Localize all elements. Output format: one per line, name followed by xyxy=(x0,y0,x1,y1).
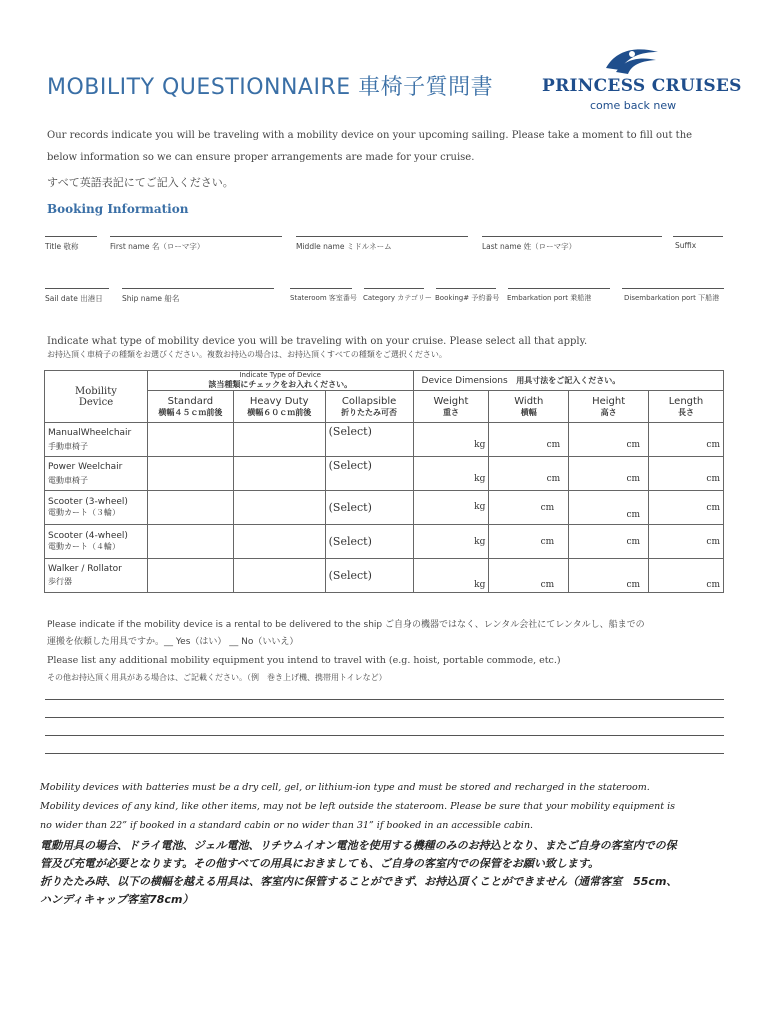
booking-number-field[interactable] xyxy=(436,288,496,289)
first-name-label: First name 名（ローマ字） xyxy=(110,242,205,251)
equipment-line-3[interactable] xyxy=(45,735,724,736)
battery-note-jp: 電動用具の場合、ドライ電池、ジェル電池、リチウムイオン電池を使用する機種のみのお持込となり、またご自身の客室内での保 xyxy=(40,839,677,852)
table-row xyxy=(45,491,724,525)
length-field[interactable]: cm xyxy=(649,423,724,457)
weight-field[interactable]: kg xyxy=(413,525,489,559)
booking-heading: Booking Information xyxy=(47,202,189,216)
width-note: no wider than 22” if booked in a standard cabin or no wider than 31” if booked in an accessible cabin. xyxy=(40,820,534,831)
storage-note: Mobility devices of any kind, like other items, may not be left outside the stateroom. Please be sure that your mobility equipment is xyxy=(40,801,676,812)
weight-field[interactable]: kg xyxy=(413,491,489,525)
intro-line-2: below information so we can ensure proper arrangements are made for your cruise. xyxy=(47,152,475,163)
heavy-duty-checkbox[interactable] xyxy=(233,423,325,457)
weight-header: Weight 重さ xyxy=(413,391,489,423)
storage-note-jp: 管及び充電が必要となります。その他すべての用具におきましても、ご自身の客室内での保管をお願い致します。 xyxy=(40,857,600,870)
disembarkation-port-label: Disembarkation port 下船港 xyxy=(624,294,720,302)
standard-checkbox[interactable] xyxy=(147,491,233,525)
battery-note: Mobility devices with batteries must be a dry cell, gel, or lithium-ion type and must be stored and recharged in the stateroom. xyxy=(40,782,650,793)
princess-logo xyxy=(540,44,742,116)
heavy-duty-checkbox[interactable] xyxy=(233,491,325,525)
width-field[interactable]: cm xyxy=(489,559,569,593)
collapsible-select[interactable]: (Select) xyxy=(325,525,413,559)
rental-line-2: 運搬を依頼した用具ですか。__ Yes（はい） __ No（いいえ） xyxy=(47,637,299,647)
intro-line-1: Our records indicate you will be traveling with a mobility device on your upcoming sailing. Please take a moment to fill out the xyxy=(47,130,693,141)
mobility-device-header: Mobility Device xyxy=(45,371,148,423)
collapsible-select[interactable]: (Select) xyxy=(325,457,413,491)
title-field[interactable] xyxy=(45,236,97,237)
stateroom-label: Stateroom 客室番号 xyxy=(290,294,357,302)
height-field[interactable]: cm xyxy=(569,525,649,559)
equipment-line-2[interactable] xyxy=(45,717,724,718)
equipment-line-1[interactable] xyxy=(45,699,724,700)
heavy-duty-checkbox[interactable] xyxy=(233,525,325,559)
heavy-duty-checkbox[interactable] xyxy=(233,457,325,491)
width-field[interactable]: cm xyxy=(489,423,569,457)
ship-name-label: Ship name 船名 xyxy=(122,294,180,303)
weight-field[interactable]: kg xyxy=(413,423,489,457)
table-row xyxy=(45,423,724,457)
device-intro-jp: お持込頂く車椅子の種類をお選びください。複数お持込の場合は、お持込頂くすべての種類をご選択ください。 xyxy=(47,350,447,359)
category-label: Category カテゴリー xyxy=(363,294,432,302)
width-header: Width 横幅 xyxy=(489,391,569,423)
standard-checkbox[interactable] xyxy=(147,525,233,559)
device-name: Walker / Rollator 歩行器 xyxy=(45,559,148,593)
embarkation-port-label: Embarkation port 乗船港 xyxy=(507,294,592,302)
height-field[interactable]: cm xyxy=(569,559,649,593)
device-name: Scooter (3-wheel) 電動カート（３輪） xyxy=(45,491,148,525)
collapsible-select[interactable]: (Select) xyxy=(325,559,413,593)
height-field[interactable]: cm xyxy=(569,423,649,457)
title-label: Title 敬称 xyxy=(45,242,79,251)
suffix-field[interactable] xyxy=(673,236,723,237)
standard-checkbox[interactable] xyxy=(147,457,233,491)
indicate-type-header: Indicate Type of Device 該当種類にチェックをお入れください。 xyxy=(147,371,413,391)
equipment-line-4[interactable] xyxy=(45,753,724,754)
ship-name-field[interactable] xyxy=(122,288,274,289)
table-row xyxy=(45,559,724,593)
device-table xyxy=(44,370,724,593)
device-name: Power Weelchair 電動車椅子 xyxy=(45,457,148,491)
standard-checkbox[interactable] xyxy=(147,423,233,457)
width-note-jp: 折りたたみ時、以下の横幅を越える用具は、客室内に保管することができず、お持込頂くことができません（通常客室 55cm、 xyxy=(40,875,678,888)
collapsible-select[interactable]: (Select) xyxy=(325,423,413,457)
middle-name-field[interactable] xyxy=(296,236,468,237)
heavy-duty-checkbox[interactable] xyxy=(233,559,325,593)
logo-name: PRINCESS CRUISES xyxy=(542,76,742,96)
device-name: Scooter (4-wheel) 電動カート（４輪） xyxy=(45,525,148,559)
device-name: ManualWheelchair 手動車椅子 xyxy=(45,423,148,457)
middle-name-label: Middle name ミドルネーム xyxy=(296,242,392,251)
sail-date-label: Sail date 出港日 xyxy=(45,294,103,303)
embarkation-port-field[interactable] xyxy=(508,288,610,289)
heavy-duty-header: Heavy Duty 横幅６０ｃｍ前後 xyxy=(233,391,325,423)
length-field[interactable]: cm xyxy=(649,491,724,525)
rental-line-1: Please indicate if the mobility device is a rental to be delivered to the ship ご自身の機器ではなく、レンタル会社にてレンタルし、船までの xyxy=(47,620,645,630)
logo-tagline: come back new xyxy=(590,99,677,112)
sail-date-field[interactable] xyxy=(45,288,109,289)
width-note-jp-2: ハンディキャップ客室78cm） xyxy=(40,893,194,906)
height-header: Height 高さ xyxy=(569,391,649,423)
weight-field[interactable]: kg xyxy=(413,559,489,593)
length-field[interactable]: cm xyxy=(649,525,724,559)
table-row xyxy=(45,525,724,559)
additional-equipment-en: Please list any additional mobility equipment you intend to travel with (e.g. hoist, portable commode, etc.) xyxy=(47,655,561,666)
length-field[interactable]: cm xyxy=(649,457,724,491)
length-field[interactable]: cm xyxy=(649,559,724,593)
disembarkation-port-field[interactable] xyxy=(622,288,724,289)
suffix-label: Suffix xyxy=(675,241,697,250)
weight-field[interactable]: kg xyxy=(413,457,489,491)
wave-logo-icon xyxy=(602,44,662,76)
device-intro-en: Indicate what type of mobility device you will be traveling with on your cruise. Please select all that apply. xyxy=(47,336,588,347)
additional-equipment-jp: その他お持込頂く用具がある場合は、ご記載ください。（例 巻き上げ機、携帯用トイレなど） xyxy=(47,673,387,682)
width-field[interactable]: cm xyxy=(489,491,569,525)
height-field[interactable]: cm xyxy=(569,491,649,525)
intro-line-3: すべて英語表記にてご記入ください。 xyxy=(47,176,234,189)
table-row xyxy=(45,457,724,491)
collapsible-select[interactable]: (Select) xyxy=(325,491,413,525)
standard-checkbox[interactable] xyxy=(147,559,233,593)
length-header: Length 長さ xyxy=(649,391,724,423)
page-title: MOBILITY QUESTIONNAIRE 車椅子質問書 xyxy=(47,75,494,100)
width-field[interactable]: cm xyxy=(489,525,569,559)
standard-header: Standard 横幅４５ｃｍ前後 xyxy=(147,391,233,423)
category-field[interactable] xyxy=(364,288,424,289)
height-field[interactable]: cm xyxy=(569,457,649,491)
collapsible-header: Collapsible 折りたたみ可否 xyxy=(325,391,413,423)
width-field[interactable]: cm xyxy=(489,457,569,491)
last-name-field[interactable] xyxy=(482,236,662,237)
first-name-field[interactable] xyxy=(110,236,282,237)
booking-number-label: Booking# 予約番号 xyxy=(435,294,500,302)
stateroom-field[interactable] xyxy=(290,288,352,289)
device-dimensions-header: Device Dimensions 用具寸法をご記入ください。 xyxy=(413,371,723,391)
last-name-label: Last name 姓（ローマ字） xyxy=(482,242,577,251)
